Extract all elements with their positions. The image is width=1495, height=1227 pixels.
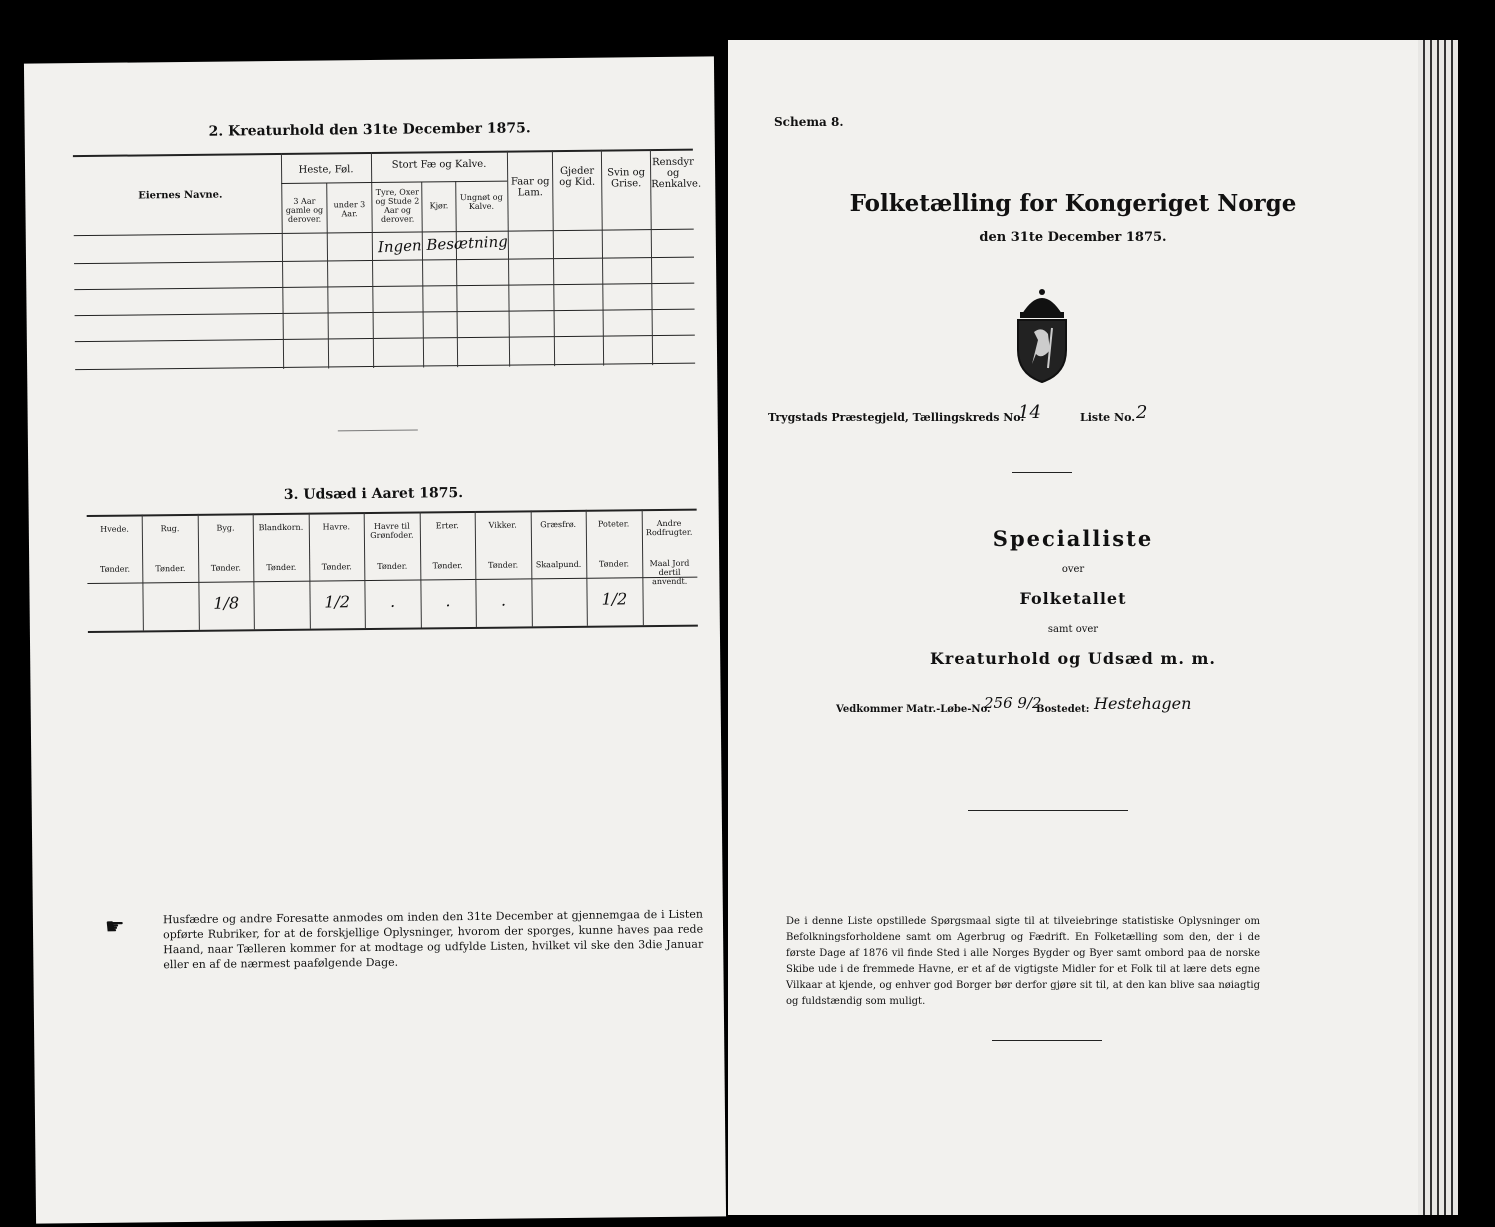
sow-cell-value [642, 589, 697, 590]
sow-col-header: Blandkorn. [258, 522, 304, 533]
sow-col-unit: Tønder. [155, 563, 186, 574]
samt-over-label: samt over [1047, 624, 1099, 635]
faar-header: Faar og Lam. [510, 176, 550, 199]
sow-col-header: Hvede. [100, 524, 129, 534]
sow-col-unit: Tønder. [598, 559, 630, 569]
svin-header: Svin og Grise. [607, 167, 646, 190]
stort-fae-header: Stort Fæ og Kalve. [391, 158, 487, 171]
rensdyr-header: Rensdyr og Renkalve. [651, 156, 702, 191]
sow-cell-value: . [445, 591, 451, 611]
sow-col-unit: Tønder. [321, 562, 352, 572]
sow-col-header: Havre til Grønfoder. [370, 521, 414, 541]
owner-header: Eiernes Navne. [138, 189, 223, 202]
notice-text: Husfædre og andre Foresatte anmodes om inden den 31te December at gjennemgaa de i Listen opførte Rubriker, for at de forskjellige Oplysninger, hvorom der sporges, kunne haves paa rede Haand, naar Tælleren kommer for at modtage og udfylde Listen, hvilket vil ske den 3die Januar eller en af de nærmest paafølgende Dage. [162, 907, 704, 972]
liste-no: 2 [1136, 402, 1148, 423]
kreaturhold-label: Kreaturhold og Udsæd m. m. [930, 649, 1216, 668]
left-page [24, 56, 726, 1223]
page-edges [1418, 40, 1458, 1215]
section2-title: 2. Kreaturhold den 31te December 1875. [208, 120, 531, 140]
sow-col-unit: Skaalpund. [535, 559, 582, 570]
pointing-hand-icon: ☛ [104, 914, 125, 940]
sow-col-unit: Tønder. [377, 561, 408, 571]
census-title: Folketælling for Kongeriget Norge [849, 190, 1297, 217]
section3-title: 3. Udsæd i Aaret 1875. [283, 485, 464, 503]
heste-sub1: 3 Aar gamle og derover. [285, 196, 324, 224]
sow-col-header: Byg. [216, 523, 235, 533]
sow-cell-value [143, 594, 198, 595]
special-title: Specialliste [992, 526, 1154, 551]
sow-col-header: Poteter. [597, 519, 630, 529]
stort-sub3: Ungnøt og Kalve. [459, 192, 503, 211]
folketallet-label: Folketallet [1019, 589, 1127, 608]
census-date: den 31te December 1875. [979, 230, 1167, 245]
sow-col-unit: Tønder. [432, 561, 463, 571]
stort-sub1: Tyre, Oxer og Stude 2 Aar og derover. [375, 187, 420, 224]
sow-col-unit: Tønder. [210, 563, 241, 573]
sow-col-unit: Tønder. [266, 562, 297, 573]
handwritten-entry: Ingen Besætning [377, 232, 509, 257]
over-label: over [1061, 564, 1085, 575]
matr-no: 256 9/2 [984, 694, 1042, 712]
sow-col-header: Græsfrø. [540, 519, 577, 530]
liste-label: Liste No. [1080, 411, 1136, 424]
sow-col-header: Havre. [322, 522, 351, 532]
info-text: De i denne Liste opstillede Spørgsmaal sigte til at tilveiebringe statistiske Oplysninger om Befolkningsforholdene samt om Agerbrug og Fædrift. En Folketælling som den, der i de første Dage af 1876 vil finde Sted i alle Norges Bygder og Byer samt ombord paa de norske Skibe ude i de fremmede Havne, er et af de vigtigste Midler for et Folk til at lære dets egne Vilkaar at kjende, og enhver god Borger bør derfor gjøre sit til, at den kan blive saa nøiagtig og fuldstændig som muligt. [786, 916, 1260, 1007]
sow-col-header: Vikker. [488, 520, 517, 530]
sow-col-unit: Tønder. [488, 560, 519, 570]
sow-cell-value: . [389, 591, 396, 611]
sow-cell-value: 1/8 [213, 593, 240, 613]
sow-col-header: Rug. [160, 524, 180, 534]
bostedet-label: Bostedet: [1036, 704, 1090, 715]
sow-col-unit: Tønder. [99, 564, 131, 574]
kreds-no: 14 [1018, 402, 1041, 423]
bostedet-value: Hestehagen [1094, 694, 1192, 713]
gjeder-header: Gjeder og Kid. [559, 165, 596, 189]
sow-cell-value [254, 593, 309, 594]
matr-label: Vedkommer Matr.-Løbe-No. [836, 704, 991, 715]
sow-cell-value [88, 594, 143, 595]
sow-col-header: Erter. [435, 521, 459, 531]
coat-of-arms-icon [1008, 288, 1076, 384]
prestegjeld-label: Trygstads Præstegjeld, Tællingskreds No. [768, 411, 1025, 424]
stort-sub2: Kjør. [429, 201, 449, 211]
sow-col-unit: Maal Jord dertil anvendt. [649, 558, 690, 587]
right-page [728, 40, 1418, 1215]
sow-cell-value: 1/2 [324, 592, 351, 612]
heste-header: Heste, Føl. [298, 164, 354, 176]
schema-label: Schema 8. [774, 115, 844, 129]
sow-cell-value [531, 590, 586, 591]
sow-cell-value: 1/2 [601, 589, 628, 609]
sow-cell-value: . [500, 590, 507, 610]
heste-sub2: under 3 Aar. [333, 200, 366, 219]
sow-col-header: Andre Rodfrugter. [645, 518, 693, 538]
